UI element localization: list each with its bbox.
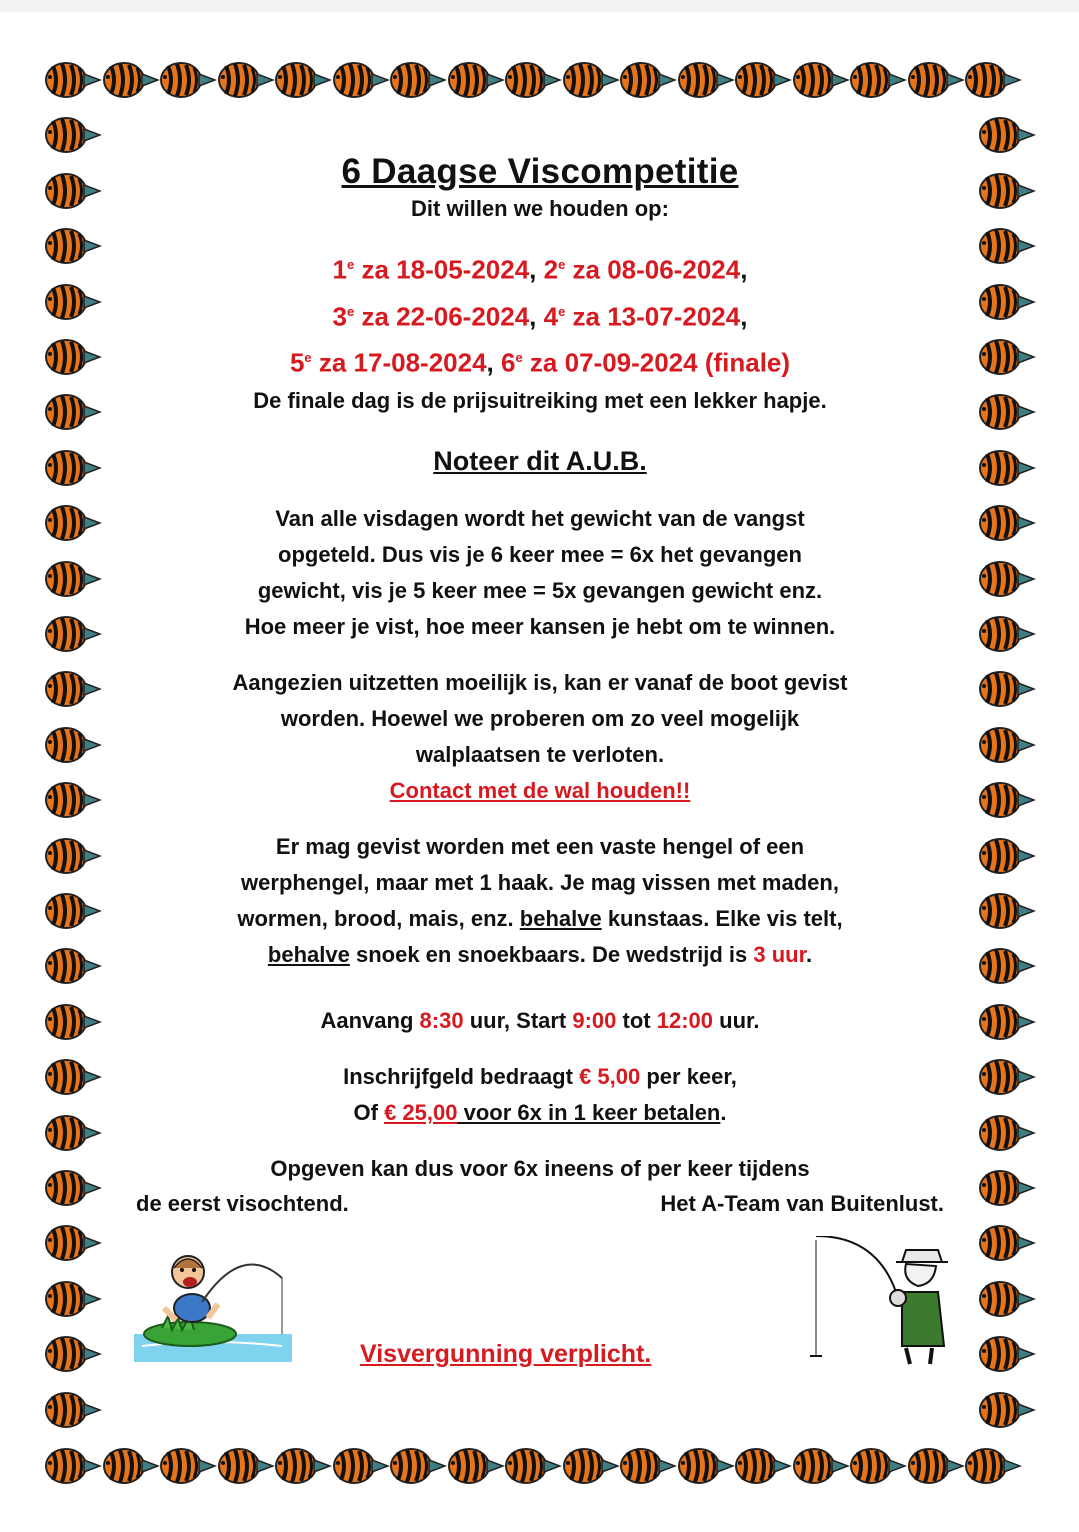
boat-paragraph: Aangezien uitzetten moeilijk is, kan er vanaf de boot gevist worden. Hoewel we proberen om zo veel mogelijk walplaatsen te verloten. Contact met de wal houden!! (110, 665, 970, 809)
fish-border-icon (978, 1057, 1036, 1097)
fish-border-icon (44, 1279, 102, 1319)
fish-border-icon (978, 891, 1036, 931)
fish-border-icon (102, 1446, 160, 1486)
fish-border-icon (44, 337, 102, 377)
fish-border-icon (44, 614, 102, 654)
fish-border-icon (447, 60, 505, 100)
fish-border-icon (389, 1446, 447, 1486)
fish-border-icon (274, 1446, 332, 1486)
dates-block (110, 244, 970, 384)
signature: Het A-Team van Buitenlust. (660, 1190, 944, 1216)
fisherman-cartoon-icon (132, 1238, 294, 1366)
fish-border-icon (332, 60, 390, 100)
flyer-content (110, 140, 970, 1221)
fish-border-icon (619, 1446, 677, 1486)
fish-border-icon (978, 1168, 1036, 1208)
fish-border-icon (504, 1446, 562, 1486)
fish-border-icon (217, 1446, 275, 1486)
fish-border-icon (44, 448, 102, 488)
fish-border-icon (44, 60, 102, 100)
fish-border-icon (978, 1334, 1036, 1374)
subtitle: Dit willen we houden op: (411, 196, 669, 221)
fish-border-icon (44, 559, 102, 599)
fish-border-icon (44, 1002, 102, 1042)
fish-border-icon (44, 1390, 102, 1430)
contact-note: Contact met de wal houden!! (389, 777, 691, 803)
fish-border-icon (447, 1446, 505, 1486)
fish-border-icon (389, 60, 447, 100)
fish-border-icon (978, 836, 1036, 876)
fish-border-icon (44, 115, 102, 155)
fish-border-icon (562, 60, 620, 100)
fish-border-icon (978, 448, 1036, 488)
fish-border-icon (978, 1113, 1036, 1153)
fish-border-icon (978, 337, 1036, 377)
fish-border-icon (44, 171, 102, 211)
fish-border-icon (44, 392, 102, 432)
fish-border-icon (792, 60, 850, 100)
fish-border-icon (44, 780, 102, 820)
fish-border-icon (562, 1446, 620, 1486)
fish-border-icon (978, 392, 1036, 432)
fish-border-icon (907, 1446, 965, 1486)
dates-line-2: 3e za 22-06-2024, 4e za 13-07-2024, (332, 301, 748, 332)
fish-border-icon (964, 60, 1022, 100)
fish-border-icon (849, 60, 907, 100)
weight-paragraph: Van alle visdagen wordt het gewicht van de vangst opgeteld. Dus vis je 6 keer mee = 6x het gevangen gewicht, vis je 5 keer mee = 5x gevangen gewicht enz. Hoe meer je vist, hoe meer kansen je hebt om te winnen. (244, 505, 836, 639)
fish-border-icon (978, 282, 1036, 322)
fish-border-icon (44, 669, 102, 709)
fish-border-icon (734, 1446, 792, 1486)
note-heading: Noteer dit A.U.B. (433, 445, 647, 476)
fish-border-icon (44, 1113, 102, 1153)
fish-border-icon (44, 503, 102, 543)
fish-border-icon (978, 503, 1036, 543)
fish-border-icon (44, 226, 102, 266)
dates-line-3: 5e za 17-08-2024, 6e za 07-09-2024 (finale) (289, 347, 791, 378)
fish-border-icon (978, 171, 1036, 211)
fish-border-icon (44, 946, 102, 986)
fish-border-icon (44, 1334, 102, 1374)
fish-border-icon (677, 1446, 735, 1486)
dates-line-1: 1e za 18-05-2024, 2e za 08-06-2024, (332, 254, 748, 285)
standing-fisherman-icon (806, 1236, 956, 1366)
rules-paragraph: Er mag gevist worden met een vaste hengel of een werphengel, maar met 1 haak. Je mag vissen met maden, wormen, brood, mais, enz. behalve kunstaas. Elke vis telt, behalve snoek en snoekbaars. De wedstrijd is 3 uur. (237, 833, 843, 967)
fish-border-icon (274, 60, 332, 100)
fish-border-icon (332, 1446, 390, 1486)
fish-border-icon (849, 1446, 907, 1486)
signup-block: Opgeven kan dus voor 6x ineens of per keer tijdens de eerst visochtend. Het A-Team van Buitenlust. (110, 1151, 970, 1221)
fish-border-icon (44, 1057, 102, 1097)
fish-border-icon (978, 669, 1036, 709)
fish-border-icon (44, 725, 102, 765)
fish-border-icon (102, 60, 160, 100)
fish-border-icon (44, 1168, 102, 1208)
fish-border-icon (44, 1223, 102, 1263)
fish-border-icon (964, 1446, 1022, 1486)
fish-border-icon (734, 60, 792, 100)
fish-border-icon (677, 60, 735, 100)
signup-left: de eerst visochtend. (136, 1190, 349, 1216)
fish-border-icon (978, 1390, 1036, 1430)
permit-notice: Visvergunning verplicht. (360, 1340, 652, 1368)
fish-border-icon (44, 836, 102, 876)
schedule-line: Aanvang 8:30 uur, Start 9:00 tot 12:00 uur. (320, 1007, 760, 1033)
page-title: 6 Daagse Viscompetitie (341, 152, 739, 191)
fish-border-icon (907, 60, 965, 100)
fish-border-icon (978, 946, 1036, 986)
fish-border-icon (217, 60, 275, 100)
fish-border-icon (44, 891, 102, 931)
fish-border-icon (44, 1446, 102, 1486)
fish-border-icon (504, 60, 562, 100)
fish-border-icon (978, 1002, 1036, 1042)
fish-border-icon (978, 725, 1036, 765)
finale-note: De finale dag is de prijsuitreiking met een lekker hapje. (253, 387, 827, 413)
fish-border-icon (792, 1446, 850, 1486)
fish-border-icon (44, 282, 102, 322)
fish-border-icon (159, 1446, 217, 1486)
fish-border-icon (978, 226, 1036, 266)
fish-border-icon (159, 60, 217, 100)
fish-border-icon (978, 559, 1036, 599)
fish-border-icon (978, 115, 1036, 155)
top-strip (0, 0, 1079, 12)
fish-border-icon (619, 60, 677, 100)
fish-border-icon (978, 1279, 1036, 1319)
fish-border-icon (978, 614, 1036, 654)
fish-border-icon (978, 780, 1036, 820)
fish-border-icon (978, 1223, 1036, 1263)
fee-block: Inschrijfgeld bedraagt € 5,00 per keer, Of € 25,00 voor 6x in 1 keer betalen. (343, 1063, 737, 1125)
